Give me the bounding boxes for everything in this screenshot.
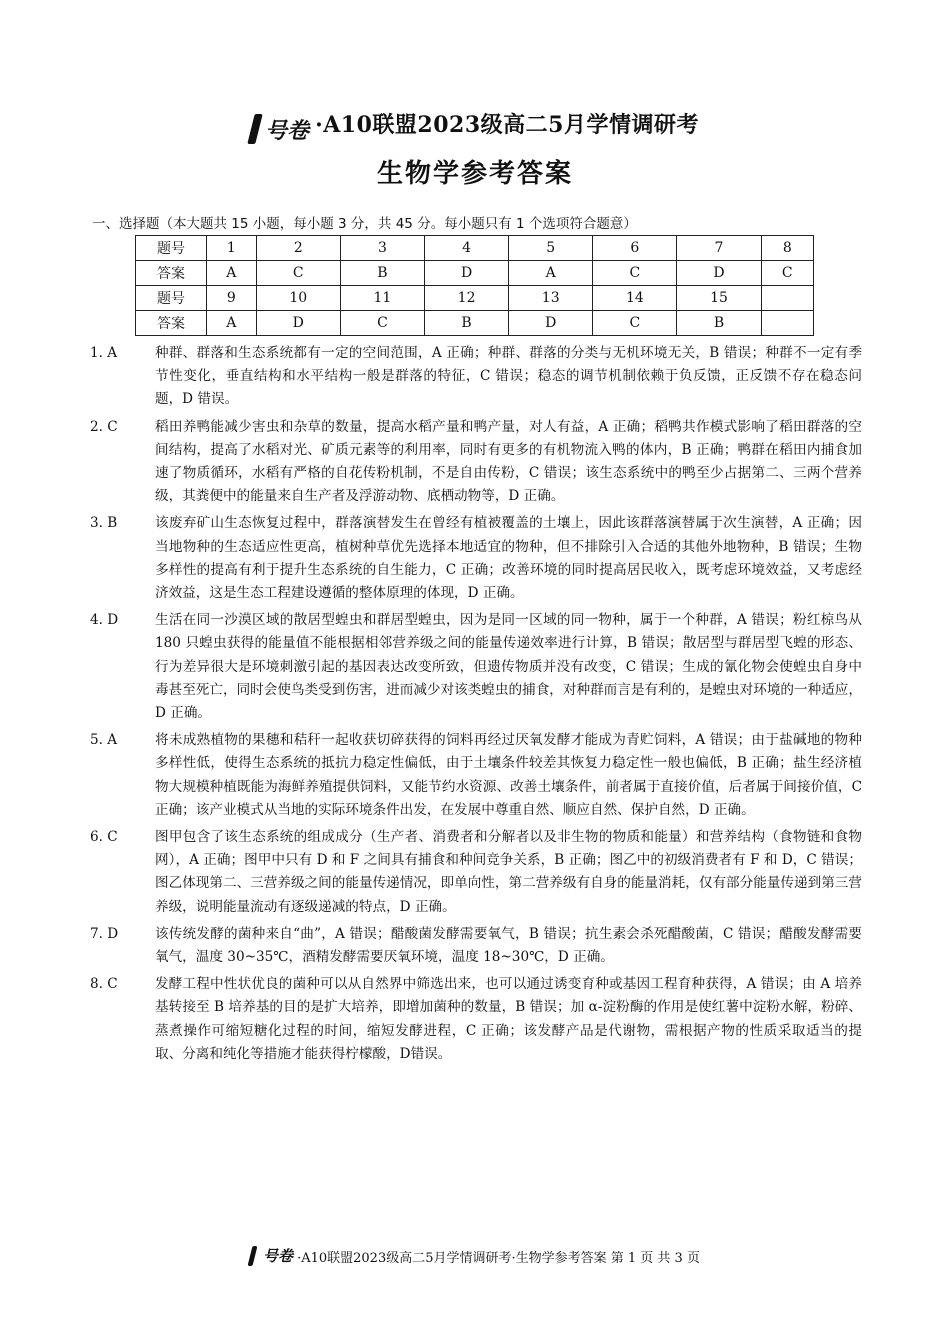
answer-row — [136, 261, 814, 286]
table-cell: B — [425, 311, 509, 336]
row-label: 题号 — [136, 286, 207, 311]
item-number: 2. C — [90, 418, 118, 435]
table-cell — [761, 286, 813, 311]
table-cell: C — [593, 261, 677, 286]
table-cell: 8 — [761, 236, 813, 261]
item-number: 4. D — [90, 612, 119, 629]
explanation-item — [90, 729, 862, 822]
table-cell: B — [340, 261, 424, 286]
item-number: 5. A — [90, 732, 118, 749]
table-cell: B — [677, 311, 761, 336]
table-cell: 15 — [677, 286, 761, 311]
table-cell: 5 — [509, 236, 593, 261]
item-number: 3. B — [90, 515, 118, 532]
table-cell: 3 — [340, 236, 424, 261]
brand-logo-text: 号卷 — [265, 118, 310, 144]
table-cell: 13 — [509, 286, 593, 311]
page-footer — [0, 1246, 950, 1266]
row-label: 题号 — [136, 236, 207, 261]
item-number: 6. C — [90, 829, 118, 846]
page-header — [0, 106, 950, 190]
table-cell: 4 — [425, 236, 509, 261]
row-label: 答案 — [136, 311, 207, 336]
item-text: 生活在同一沙漠区域的散居型蝗虫和群居型蝗虫，因为是同一区域的同一物种，属于一个种群，A 错误；粉红椋鸟从 180 只蝗虫获得的能量值不能根据相邻营养级之间的能量传递效率进行计算，B 错误；散居型与群居型飞蝗的形态、行为差异很大是环境刺激引起的基因表达改变所致，但遗传物质并没有改变，C 错误；生成的氰化物会使蝗虫自身中毒甚至死亡，同时会使鸟类受到伤害，进而减少对该类蝗虫的捕食，对种群而言是有利的，是蝗虫对环境的一种适应，D 正确。 — [155, 612, 862, 722]
table-cell: A — [207, 261, 257, 286]
brand-logo — [251, 106, 309, 144]
item-text: 种群、群落和生态系统都有一定的空间范围，A 正确；种群、群落的分类与无机环境无关，B 错误；种群不一定有季节性变化，垂直结构和水平结构一般是群落的特征，C 错误；稳态的调节机制依赖于负反馈，正反馈不存在稳态问题，D 错误。 — [155, 345, 862, 408]
answer-row — [136, 311, 814, 336]
table-cell: 2 — [256, 236, 340, 261]
table-cell: C — [593, 311, 677, 336]
table-cell: 11 — [340, 286, 424, 311]
item-text: 图甲包含了该生态系统的组成成分（生产者、消费者和分解者以及非生物的物质和能量）和营养结构（食物链和食物网），A 正确；图甲中只有 D 和 F 之间具有捕食和种间竞争关系，B 正确；图乙中的初级消费者有 F 和 D，C 错误；图乙体现第二、三营养级之间的能量传递情况，即单向性，第二营养级有自身的能量消耗，仅有部分能量传递到第三营养级，说明能量流动有逐级递减的特点，D 正确。 — [155, 829, 862, 915]
explanation-item — [90, 973, 862, 1066]
explanation-item — [90, 609, 862, 725]
table-cell: A — [509, 261, 593, 286]
explanation-item — [90, 512, 862, 605]
item-text: 稻田养鸭能减少害虫和杂草的数量，提高水稻产量和鸭产量，对人有益，A 正确；稻鸭共作模式影响了稻田群落的空间结构，提高了水稻对光、矿质元素等的利用率，同时有更多的有机物流入鸭的体内，B 正确；鸭群在稻田内捕食加速了物质循环，水稻有严格的自花传粉机制，不是自由传粉，C 错误；该生态系统中的鸭至少占据第二、三两个营养级，其粪便中的能量来自生产者及浮游动物、底栖动物等，D 正确。 — [155, 418, 862, 505]
table-cell: D — [677, 261, 761, 286]
section-heading: 一、选择题（本大题共 15 小题，每小题 3 分，共 45 分。每小题只有 1 个选项符合题意） — [92, 216, 637, 232]
item-number: 7. D — [90, 925, 119, 942]
item-text: 该传统发酵的菌种来自“曲”，A 错误；醋酸菌发酵需要氧气，B 错误；抗生素会杀死醋酸菌，C 错误；醋酸发酵需要氧气，温度 30~35℃，酒精发酵需要厌氧环境，温度 18~30℃，D 正确。 — [155, 925, 862, 966]
item-number: 8. C — [90, 976, 118, 993]
table-cell: 12 — [425, 286, 509, 311]
table-cell: A — [207, 311, 257, 336]
table-cell — [761, 311, 813, 336]
title-line — [0, 106, 950, 144]
table-cell: D — [256, 311, 340, 336]
explanation-list — [90, 342, 862, 1070]
question-number-row — [136, 286, 814, 311]
table-cell: 7 — [677, 236, 761, 261]
table-cell: C — [256, 261, 340, 286]
table-cell: 6 — [593, 236, 677, 261]
item-number: 1. A — [90, 345, 118, 361]
table-cell: 1 — [207, 236, 257, 261]
item-text: 发酵工程中性状优良的菌种可以从自然界中筛选出来，也可以通过诱变育种或基因工程育种获得，A 错误；由 A 培养基转接至 B 培养基的目的是扩大培养，即增加菌种的数量，B 错误；加 α-淀粉酶的作用是使红薯中淀粉水解，粉碎、蒸煮操作可缩短糖化过程的时间，缩短发酵进程，C 正确；该发酵产品是代谢物，需根据产物的性质采取适当的提取、分离和纯化等措施才能获得柠檬酸，D错误。 — [155, 976, 862, 1062]
table-cell: C — [761, 261, 813, 286]
table-cell: 14 — [593, 286, 677, 311]
table-cell: 10 — [256, 286, 340, 311]
question-number-row — [136, 236, 814, 261]
page-subtitle: 生物学参考答案 — [376, 159, 573, 189]
table-cell: D — [509, 311, 593, 336]
row-label: 答案 — [136, 261, 207, 286]
page-title: ·A10联盟2023级高二5月学情调研考 — [315, 112, 699, 138]
footer-text: ·A10联盟2023级高二5月学情调研考·生物学参考答案 第 1 页 共 3 页 — [297, 1250, 700, 1266]
footer-logo-text: 号卷 — [263, 1247, 294, 1265]
table-cell: 9 — [207, 286, 257, 311]
table-cell: C — [340, 311, 424, 336]
brush-stroke-icon — [248, 1246, 258, 1266]
item-text: 将未成熟植物的果穗和秸秆一起收获切碎获得的饲料再经过厌氧发酵才能成为青贮饲料，A 错误；由于盐碱地的物种多样性低，使得生态系统的抵抗力稳定性偏低，由于土壤条件较差其恢复力稳定性一般也偏低，B 正确；盐生经济植物大规模种植既能为海鲜养殖提供饲料，又能节约水资源、改善土壤条件，前者属于直接价值，后者属于间接价值，C 正确；该产业模式从当地的实际环境条件出发，在发展中尊重自然、顺应自然、保护自然，D 正确。 — [155, 732, 862, 818]
explanation-item — [90, 342, 862, 412]
explanation-item — [90, 826, 862, 919]
explanation-item — [90, 416, 862, 509]
explanation-item — [90, 923, 862, 969]
item-text: 该废弃矿山生态恢复过程中，群落演替发生在曾经有植被覆盖的土壤上，因此该群落演替属于次生演替，A 正确；因当地物种的生态适应性更高，植树种草优先选择本地适宜的物种，但不排除引入合适的其他外地物种，B 错误；生物多样性的提高有利于提升生态系统的自生能力，C 正确；改善环境的同时提高居民收入，既考虑环境效益，又考虑经济效益，这是生态工程建设遵循的整体原理的体现，D 正确。 — [155, 515, 862, 602]
brush-stroke-icon — [247, 114, 262, 144]
table-cell: D — [425, 261, 509, 286]
answer-table — [135, 235, 814, 336]
